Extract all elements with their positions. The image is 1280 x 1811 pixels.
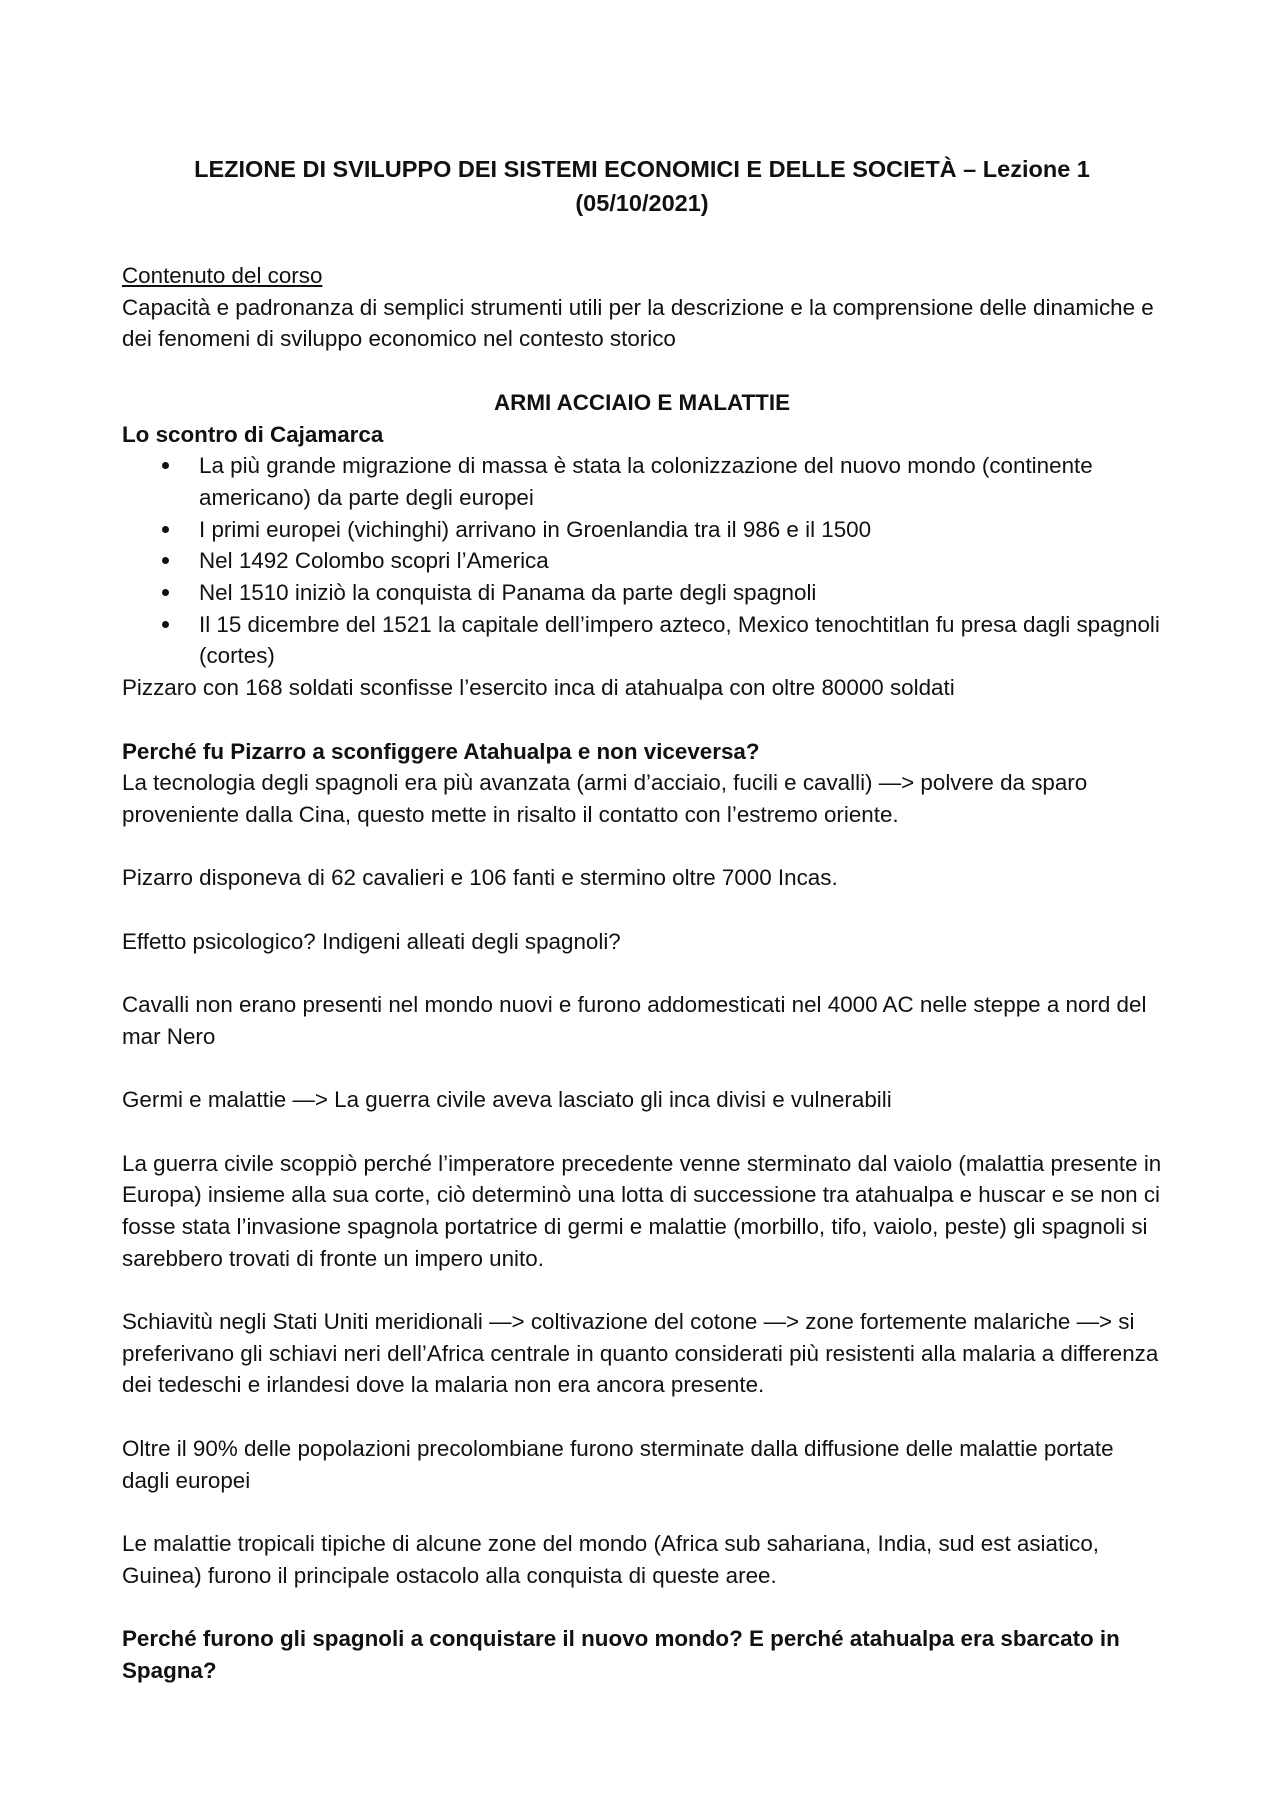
paragraph-tropical-diseases: Le malattie tropicali tipiche di alcune zone del mondo (Africa sub sahariana, India, sud est asiatico, Guinea) furono il principale ostacolo alla conquista di queste aree.: [122, 1530, 1100, 1588]
bullet-icon: [162, 589, 169, 596]
list-item-text: Nel 1510 iniziò la conquista di Panama da parte degli spagnoli: [199, 580, 817, 606]
bullet-icon: [162, 462, 169, 469]
document-page: [122, 152, 1162, 1686]
list-item-text: Nel 1492 Colombo scopri l’America: [199, 548, 549, 574]
list-item: [122, 609, 1162, 672]
paragraph-civil-war: La guerra civile scoppiò perché l’imperatore precedente venne sterminato dal vaiolo (malattia presente in Europa) insieme alla sua corte, ciò determinò una lotta di successione tra atahualpa e huscar e se non ci fosse stata l’invasione spagnola portatrice di germi e malattie (morbillo, tifo, vaiolo, peste) gli spagnoli si sarebbero trovati di fronte un impero unito.: [122, 1150, 1162, 1271]
list-item: [122, 577, 1162, 609]
paragraph-slavery: Schiavitù negli Stati Uniti meridionali —> coltivazione del cotone —> zone fortemente malariche —> si preferivano gli schiavi neri dell’Africa centrale in quanto considerati più resistenti alla malaria a differenza dei tedeschi e irlandesi dove la malaria non era ancora presente.: [122, 1309, 1159, 1398]
paragraph-forces: Pizarro disponeva di 62 cavalieri e 106 fanti e stermino oltre 7000 Incas.: [122, 865, 838, 891]
subsection-heading: Lo scontro di Cajamarca: [122, 421, 384, 447]
list-item-text: Il 15 dicembre del 1521 la capitale dell’impero azteco, Mexico tenochtitlan fu presa dagli spagnoli (cortes): [199, 611, 1160, 669]
list-item-text: I primi europei (vichinghi) arrivano in Groenlandia tra il 986 e il 1500: [199, 516, 872, 542]
list-item: [122, 514, 1162, 546]
document-title: [122, 152, 1162, 220]
bullet-icon: [162, 557, 169, 564]
title-line-2: (05/10/2021): [575, 190, 709, 216]
list-item: [122, 545, 1162, 577]
bullet-icon: [162, 526, 169, 533]
list-item: [122, 450, 1162, 513]
paragraph-horses: Cavalli non erano presenti nel mondo nuovi e furono addomesticati nel 4000 AC nelle steppe a nord del mar Nero: [122, 992, 1147, 1049]
course-heading: Contenuto del corso: [122, 263, 323, 288]
bullet-list: [122, 450, 1162, 672]
question-heading-2: Perché furono gli spagnoli a conquistare il nuovo mondo? E perché atahualpa era sbarcato in Spagna?: [122, 1626, 1120, 1683]
section-heading: ARMI ACCIAIO E MALATTIE: [493, 389, 791, 415]
paragraph-psychology: Effetto psicologico? Indigeni alleati degli spagnoli?: [122, 928, 621, 954]
question-heading-1: Perché fu Pizarro a sconfiggere Atahualpa e non viceversa?: [122, 738, 760, 764]
title-line-1: LEZIONE DI SVILUPPO DEI SISTEMI ECONOMICI E DELLE SOCIETÀ – Lezione 1: [194, 156, 1090, 182]
list-item-text: La più grande migrazione di massa è stata la colonizzazione del nuovo mondo (continente americano) da parte degli europei: [199, 453, 1093, 510]
bullet-icon: [162, 621, 169, 628]
paragraph-germs: Germi e malattie —> La guerra civile aveva lasciato gli inca divisi e vulnerabili: [122, 1087, 892, 1113]
pizarro-summary: Pizzaro con 168 soldati sconfisse l’esercito inca di atahualpa con oltre 80000 soldati: [122, 675, 955, 701]
course-description: Capacità e padronanza di semplici strumenti utili per la descrizione e la comprensione delle dinamiche e dei fenomeni di sviluppo economico nel contesto storico: [122, 294, 1154, 352]
paragraph-technology: La tecnologia degli spagnoli era più avanzata (armi d’acciaio, fucili e cavalli) —> polvere da sparo proveniente dalla Cina, questo mette in risalto il contatto con l’estremo oriente.: [122, 770, 1088, 827]
paragraph-population: Oltre il 90% delle popolazioni precolombiane furono sterminate dalla diffusione delle malattie portate dagli europei: [122, 1435, 1114, 1493]
